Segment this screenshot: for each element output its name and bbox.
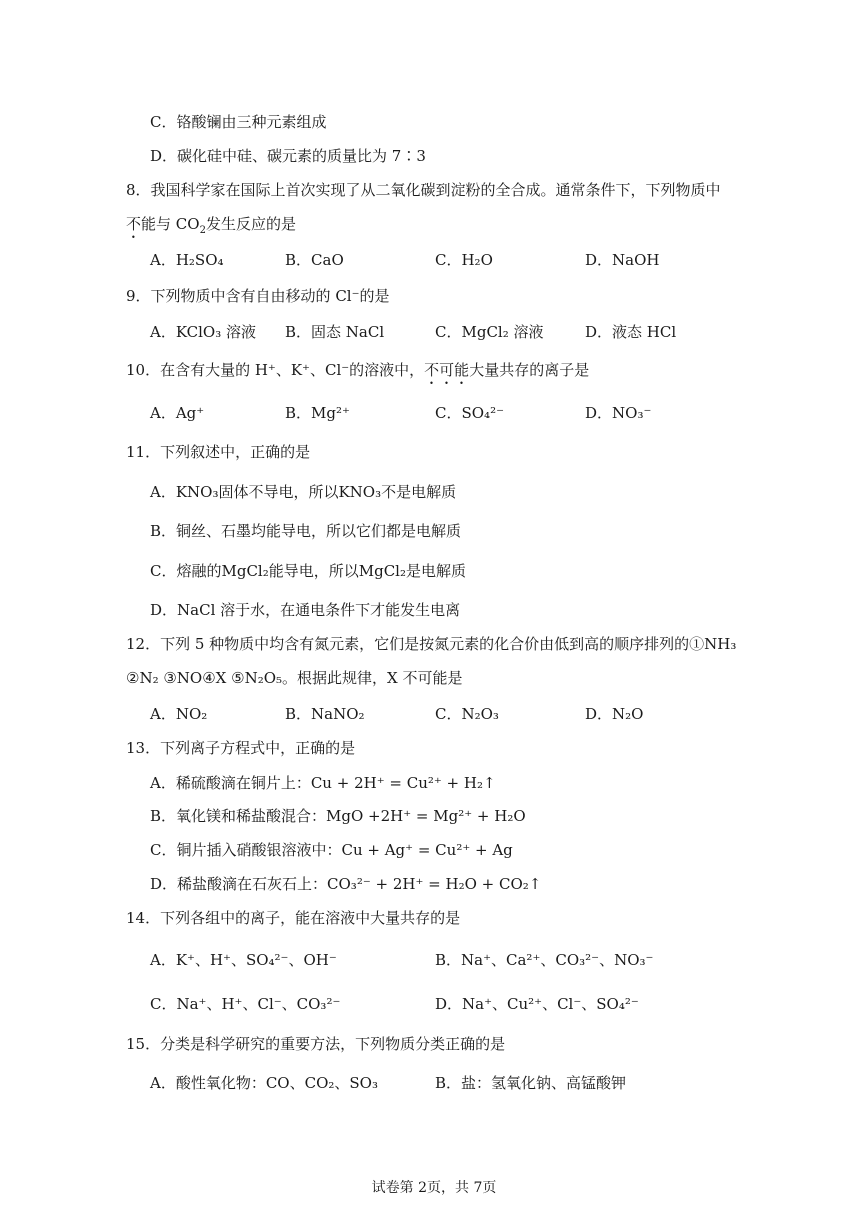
- page-footer: 试卷第 2页，共 7页: [371, 1180, 497, 1196]
- q10-stem-part-b: 大量共存的离子是: [469, 361, 590, 379]
- q10-emphasis: 不可能: [424, 361, 470, 379]
- q14-option-b: B．Na⁺、Ca²⁺、CO₃²⁻、NO₃⁻: [435, 951, 654, 969]
- q10-stem-part-a: 10．在含有大量的 H⁺、K⁺、Cl⁻的溶液中，: [126, 361, 425, 379]
- q13-stem: 13．下列离子方程式中，正确的是: [126, 739, 356, 757]
- q10-option-a: A．Ag⁺: [150, 404, 205, 422]
- q11-option-d: D．NaCl 溶于水，在通电条件下才能发生电离: [150, 601, 461, 619]
- q13-option-d: D．稀盐酸滴在石灰石上：CO₃²⁻ + 2H⁺ = H₂O + CO₂↑: [150, 875, 542, 893]
- q9-option-d: D．液态 HCl: [585, 323, 677, 341]
- q10-stem: [126, 360, 589, 388]
- q13-option-b: B．氧化镁和稀盐酸混合：MgO +2H⁺ = Mg²⁺ + H₂O: [150, 807, 526, 825]
- q9-option-c: C．MgCl₂ 溶液: [435, 323, 544, 341]
- q8-stem-part-a: 能与 CO: [141, 215, 200, 233]
- q12-option-c: C．N₂O₃: [435, 705, 499, 723]
- q11-option-a: A．KNO₃固体不导电，所以KNO₃不是电解质: [150, 483, 457, 501]
- q8-co2-subscript: 2: [199, 225, 206, 236]
- q13-option-c: C．铜片插入硝酸银溶液中：Cu + Ag⁺ = Cu²⁺ + Ag: [150, 841, 513, 859]
- q9-stem: 9．下列物质中含有自由移动的 Cl⁻的是: [126, 287, 390, 305]
- q12-option-a: A．NO₂: [150, 705, 208, 723]
- q15-stem: 15．分类是科学研究的重要方法，下列物质分类正确的是: [126, 1035, 506, 1053]
- q14-option-a: A．K⁺、H⁺、SO₄²⁻、OH⁻: [150, 951, 337, 969]
- q12-option-b: B．NaNO₂: [285, 705, 365, 723]
- q11-option-c: C．熔融的MgCl₂能导电，所以MgCl₂是电解质: [150, 562, 466, 580]
- q8-stem-line1: 8．我国科学家在国际上首次实现了从二氧化碳到淀粉的全合成。通常条件下，下列物质中: [126, 181, 721, 199]
- q8-option-c: C．H₂O: [435, 251, 493, 269]
- q10-option-c: C．SO₄²⁻: [435, 404, 504, 422]
- q12-option-d: D．N₂O: [585, 705, 644, 723]
- q8-stem-part-b: 发生反应的是: [205, 215, 296, 233]
- q8-option-a: A．H₂SO₄: [150, 251, 224, 269]
- q8-option-d: D．NaOH: [585, 251, 660, 269]
- q14-stem: 14．下列各组中的离子，能在溶液中大量共存的是: [126, 909, 461, 927]
- q7-option-c: C．铬酸镧由三种元素组成: [150, 113, 327, 131]
- q8-option-b: B．CaO: [285, 251, 344, 269]
- q10-option-d: D．NO₃⁻: [585, 404, 652, 422]
- q14-option-c: C．Na⁺、H⁺、Cl⁻、CO₃²⁻: [150, 995, 341, 1013]
- q13-option-a: A．稀硫酸滴在铜片上：Cu + 2H⁺ = Cu²⁺ + H₂↑: [150, 774, 496, 792]
- q15-option-b: B．盐：氢氧化钠、高锰酸钾: [435, 1074, 627, 1092]
- q11-stem: 11．下列叙述中，正确的是: [126, 443, 311, 461]
- q9-option-a: A．KClO₃ 溶液: [150, 323, 256, 341]
- q8-stem-line2: [126, 214, 296, 242]
- q12-stem-line1: 12．下列 5 种物质中均含有氮元素，它们是按氮元素的化合价由低到高的顺序排列的①NH₃: [126, 635, 737, 653]
- q11-option-b: B．铜丝、石墨均能导电，所以它们都是电解质: [150, 522, 462, 540]
- q12-stem-line2: ②N₂ ③NO④X ⑤N₂O₅。根据此规律，X 不可能是: [126, 669, 463, 687]
- q15-option-a: A．酸性氧化物：CO、CO₂、SO₃: [150, 1074, 378, 1092]
- q10-option-b: B．Mg²⁺: [285, 404, 350, 422]
- q9-option-b: B．固态 NaCl: [285, 323, 385, 341]
- q14-option-d: D．Na⁺、Cu²⁺、Cl⁻、SO₄²⁻: [435, 995, 639, 1013]
- q8-emphasis: 不: [126, 215, 142, 233]
- q7-option-d: D．碳化硅中硅、碳元素的质量比为 7∶3: [150, 147, 426, 165]
